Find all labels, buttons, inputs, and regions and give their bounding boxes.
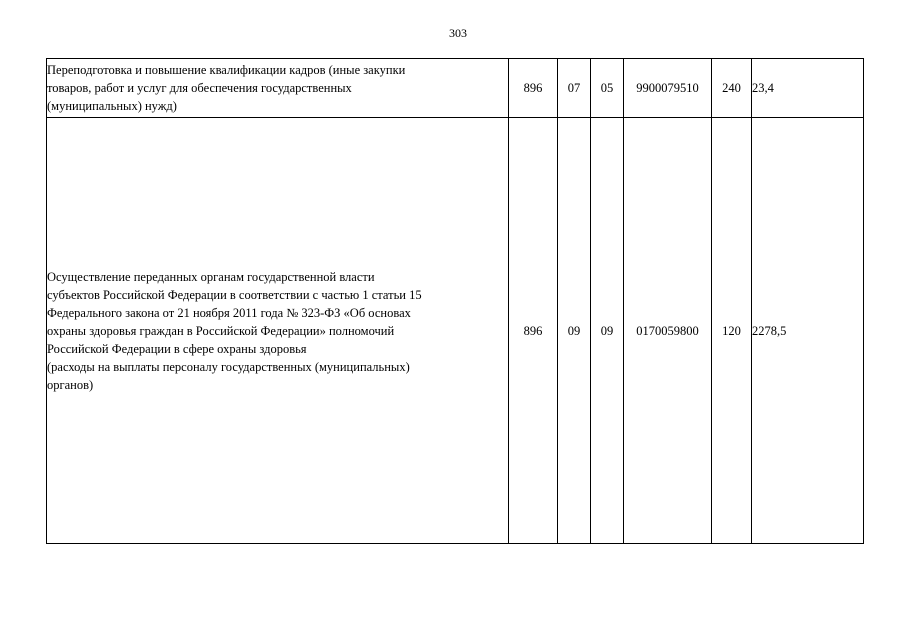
page-number: 303: [449, 26, 467, 40]
section-code: 07: [558, 59, 591, 118]
target-article-code: 0170059800: [624, 118, 712, 544]
subsection-code: 09: [591, 118, 624, 544]
target-article-code: 9900079510: [624, 59, 712, 118]
table-row: [47, 118, 864, 544]
ministry-code: 896: [509, 59, 558, 118]
expense-type-code: 120: [712, 118, 752, 544]
budget-table: [46, 58, 864, 544]
expense-type-code: 240: [712, 59, 752, 118]
subsection-code: 05: [591, 59, 624, 118]
amount: 2278,5: [752, 118, 864, 544]
amount: 23,4: [752, 59, 864, 118]
section-code: 09: [558, 118, 591, 544]
row-description: Переподготовка и повышение квалификации кадров (иные закупки товаров, работ и услуг для обеспечения государственных (муниципальных) нужд): [47, 59, 509, 118]
row-description: Осуществление переданных органам государственной власти субъектов Российской Федерации в соответствии с частью 1 статьи 15 Федерального закона от 21 ноября 2011 года № 323-ФЗ «Об основах охраны здоровья граждан в Российской Федерации» полномочий Российской Федерации в сфере охраны здоровья (расходы на выплаты персоналу государственных (муниципальных) органов): [47, 118, 509, 544]
table-row: [47, 59, 864, 118]
ministry-code: 896: [509, 118, 558, 544]
